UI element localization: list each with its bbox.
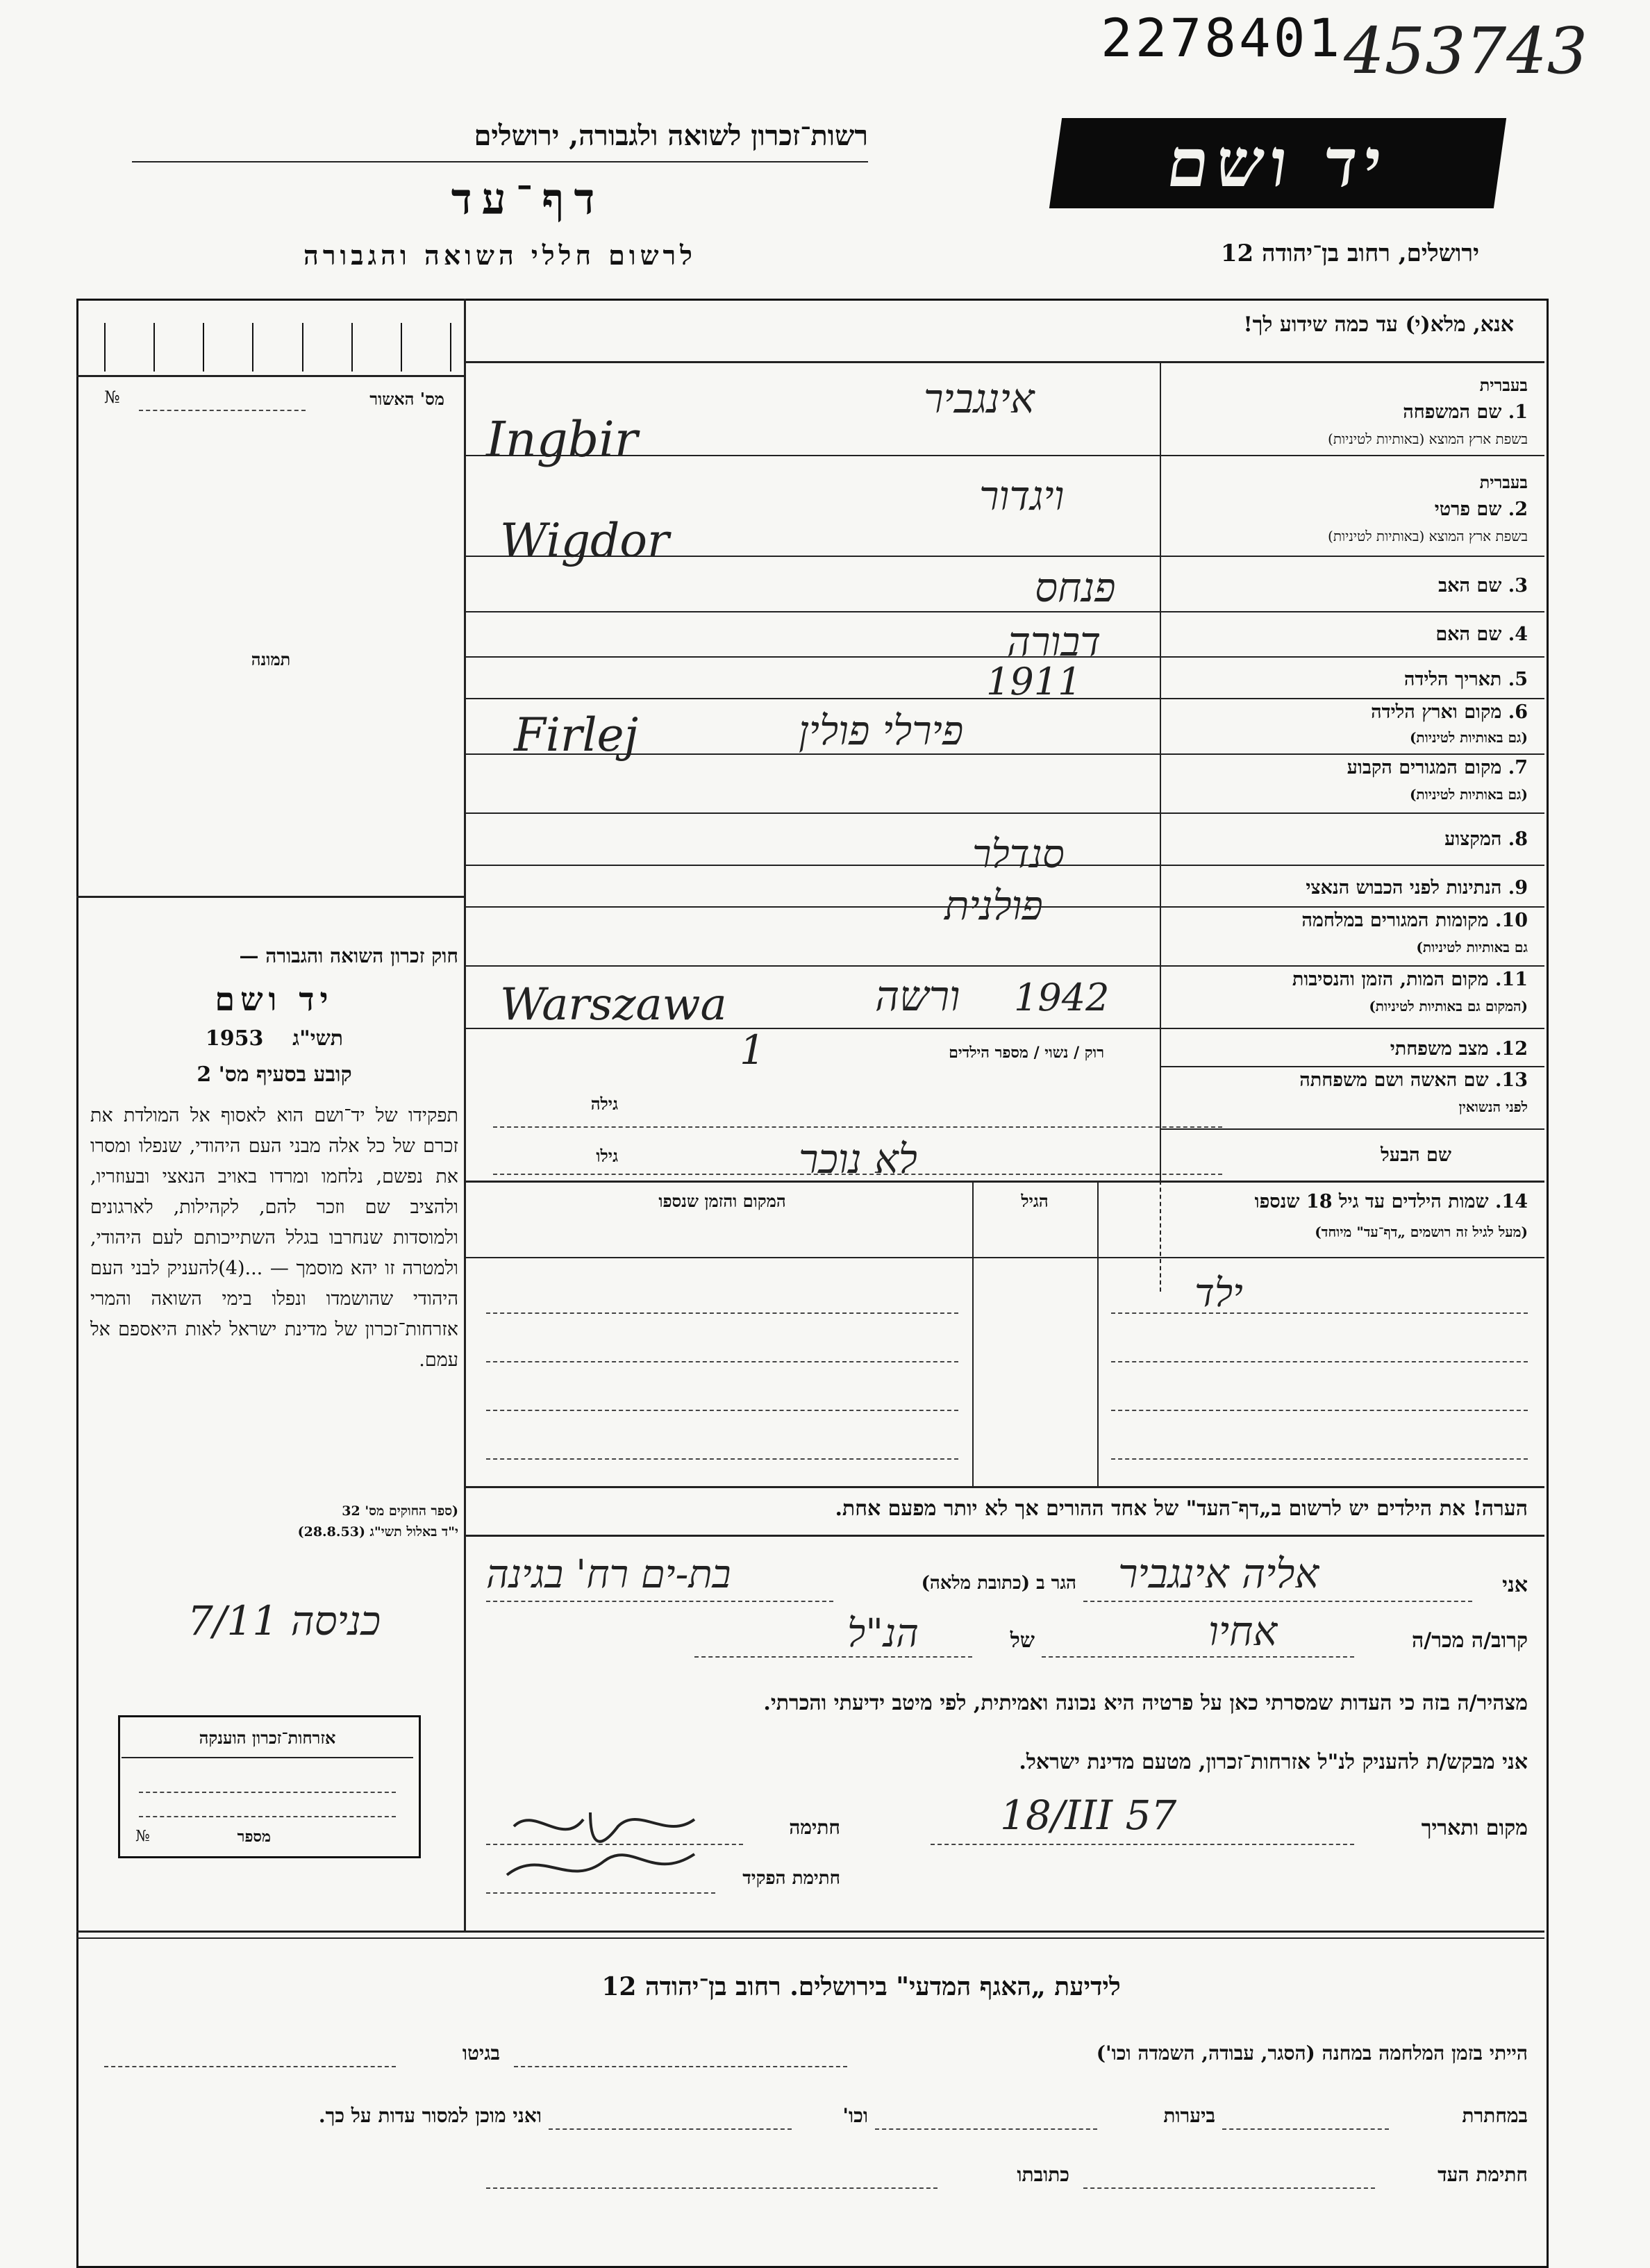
certificate-title: אזרחות־זכרון הוענקה bbox=[199, 1728, 336, 1748]
f1-value-hebrew: אינגביר bbox=[924, 375, 1035, 422]
witness-prefix: אני bbox=[1502, 1573, 1528, 1597]
underground-label: במחתרת bbox=[1462, 2104, 1528, 2127]
f5-value: 1911 bbox=[986, 660, 1082, 703]
forests-label: ביערות bbox=[1163, 2104, 1215, 2127]
f8-value: סנדלר bbox=[972, 832, 1065, 877]
note: הערה! את הילדים יש לרשום ב„דף־העד" של אחד ההורים אך לא יותר מפעם אחת. bbox=[835, 1496, 1528, 1521]
f4-value: דבורה bbox=[1007, 618, 1101, 665]
bottom-title: לידיעת „האגף המדעי" בירושלים. רחוב בן־יהודה 12 bbox=[601, 1972, 1121, 2001]
logo-text: יד ושם bbox=[1162, 124, 1394, 202]
f14-label: 14. שמות הילדים עד גיל 18 שנספו bbox=[1254, 1191, 1528, 1212]
f9-value: פולנית bbox=[944, 882, 1043, 929]
f8-label: 8. המקצוע bbox=[1444, 828, 1528, 850]
f10-label: 10. מקומות המגורים במלחמה bbox=[1301, 910, 1528, 931]
yad-vashem-logo bbox=[1049, 118, 1506, 208]
f2-value-latin: Wigdor bbox=[500, 514, 669, 567]
f1-in-hebrew: בעברית bbox=[1479, 375, 1528, 395]
f12-value: 1 bbox=[740, 1026, 765, 1074]
camp-line: הייתי בזמן המלחמה במחנה (הסגר, עבודה, השמדה וכו') bbox=[1096, 2042, 1528, 2065]
husband-age-label: גילו bbox=[596, 1146, 618, 1166]
ghetto-label: בגיטו bbox=[462, 2042, 500, 2065]
authority-name: רשות־זכרון לשואה ולגבורה, ירושלים bbox=[474, 119, 868, 152]
license-number-sign: № bbox=[104, 387, 120, 407]
law-year bbox=[90, 1026, 458, 1051]
document-number: 2278401 bbox=[1101, 7, 1343, 69]
intake-note: כניסה 7/11 bbox=[188, 1597, 381, 1644]
witness-lives-label: הגר ב (כתובת מלאה) bbox=[921, 1573, 1076, 1594]
clerk-signature-label: חתימת הפקיד bbox=[742, 1868, 840, 1889]
f11-sub: (המקום גם באותיות לטיניות) bbox=[1369, 998, 1528, 1015]
handwritten-number: 453743 bbox=[1344, 14, 1588, 88]
f6-sub: (גם באותיות לטיניות) bbox=[1409, 729, 1528, 746]
witness-address: בת-ים רח' בגינה bbox=[486, 1552, 731, 1597]
child-1: ילד bbox=[1194, 1271, 1243, 1316]
declaration: מצהיר/ה בזה כי העדות שמסרתי כאן על פרטיה היא נכונה ואמיתית, לפי מיטב ידיעתי והכרתי. bbox=[763, 1691, 1528, 1715]
husband-value: לא נוכר bbox=[799, 1135, 917, 1183]
f5-label: 5. תאריך הלידה bbox=[1403, 669, 1528, 690]
law-clause: קובע בסעיף מס' 2 bbox=[197, 1062, 352, 1087]
col-age: הגיל bbox=[1021, 1191, 1049, 1211]
f10-sub: גם באותיות לטיניות) bbox=[1416, 939, 1528, 956]
f7-sub: (גם באותיות לטיניות) bbox=[1409, 786, 1528, 803]
witness-signature bbox=[486, 1799, 750, 1896]
f11-value-hebrew: ורשה bbox=[875, 972, 960, 1021]
place-date-label: מקום ותאריך bbox=[1421, 1816, 1528, 1840]
form-title: דף־עד bbox=[451, 174, 605, 224]
f1-label: 1. שם המשפחה bbox=[1403, 401, 1528, 423]
f6-value-hebrew: פירלי פולין bbox=[799, 707, 964, 754]
etc-label: וכו' bbox=[842, 2104, 868, 2127]
f12-label: 12. מצב משפחתי bbox=[1390, 1038, 1528, 1060]
certificate-number-label: מספר bbox=[237, 1828, 271, 1846]
f11-label: 11. מקום המות, הזמן והנסיבות bbox=[1292, 969, 1528, 990]
f7-label: 7. מקום המגורים הקבוע bbox=[1347, 757, 1528, 778]
f1-sub: בשפת ארץ המוצא (באותיות לטיניות) bbox=[1328, 431, 1528, 447]
photo-label: תמונה bbox=[251, 649, 291, 669]
law-year-greg: 1953 bbox=[205, 1026, 264, 1051]
f9-label: 9. הנתינות לפני הכבוש הנאצי bbox=[1306, 877, 1528, 899]
law-name: יד ושם bbox=[215, 981, 334, 1018]
form-subtitle: לרשום חללי השואה והגבורה bbox=[303, 240, 697, 271]
f6-label: 6. מקום וארץ הלידה bbox=[1371, 701, 1528, 723]
f3-value: פנחס bbox=[1035, 564, 1116, 611]
law-ref-1: (ספר החוקים מס' 32 bbox=[342, 1503, 458, 1519]
request: אני מבקש/ת להעניק לנ"ל אזרחות־זכרון, מטעם מדינת ישראל. bbox=[1019, 1750, 1528, 1774]
witness-name: אליה אינגביר bbox=[1118, 1550, 1319, 1597]
f4-label: 4. שם האם bbox=[1435, 624, 1528, 645]
law-ref-2: י"ד באלול תשי"ג (28.8.53) bbox=[297, 1524, 458, 1540]
f13-label: 13. שם האשה ושם משפחתה bbox=[1299, 1069, 1528, 1091]
f11-value-date: 1942 bbox=[1014, 976, 1110, 1019]
witness-signature-label: חתימת העד bbox=[1438, 2163, 1528, 2186]
f2-in-hebrew: בעברית bbox=[1479, 472, 1528, 492]
f2-label: 2. שם פרטי bbox=[1434, 499, 1528, 520]
form-prompt: אנא, מלא(י) עד כמה שידוע לך! bbox=[1243, 312, 1514, 337]
wife-age-label: גילה bbox=[590, 1094, 618, 1114]
f3-label: 3. שם האב bbox=[1438, 575, 1528, 597]
f12-sub: רוק / נשוי / מספר הילדים bbox=[949, 1044, 1104, 1062]
witness-address-label: כתובתו bbox=[1017, 2163, 1069, 2186]
relative-value: אחיו bbox=[1208, 1608, 1278, 1655]
place-date-value: 18/III 57 bbox=[1000, 1792, 1177, 1839]
f6-value-latin: Firlej bbox=[514, 708, 639, 762]
col-place: המקום והזמן שנספו bbox=[658, 1191, 786, 1211]
of-label: של bbox=[1010, 1628, 1035, 1653]
f11-value-latin: Warszawa bbox=[500, 979, 727, 1031]
of-value: הנ"ל bbox=[847, 1611, 919, 1656]
f13-sub: לפני הנשואין bbox=[1458, 1099, 1528, 1115]
certificate-number-sign: № bbox=[135, 1828, 150, 1845]
license-number-label: מס' האשור bbox=[369, 389, 444, 409]
f14-sub: (מעל לגיל זה רושמים „דף־עד" מיוחד) bbox=[1315, 1224, 1528, 1240]
relative-label: קרוב/ה מכר/ה bbox=[1412, 1628, 1528, 1653]
license-boxes bbox=[104, 323, 451, 372]
f1-value-latin: Ingbir bbox=[486, 411, 638, 468]
husband-label: שם הבעל bbox=[1381, 1144, 1451, 1166]
address: ירושלים, רחוב בן־יהודה 12 bbox=[1220, 240, 1479, 267]
law-title: חוק זכרון השואה והגבורה — bbox=[239, 944, 458, 967]
testimony-offer: ואני מוכן למסור עדות על כך. bbox=[318, 2104, 542, 2127]
f2-value-hebrew: ויגדור bbox=[979, 472, 1065, 519]
signature-label: חתימה bbox=[789, 1816, 840, 1839]
f2-sub: בשפת ארץ המוצא (באותיות לטיניות) bbox=[1328, 528, 1528, 544]
law-text: תפקידו של יד־ושם הוא לאסוף אל המולדת את זכרם של כל אלה מבני העם היהודי, שנפלו ומסרו את נפשם, נלחמו ומרדו באויב הנאצי ובעוזריו, ולהציב שם וזכר להם, לקהילות, לארגונים ולמוסדות שנחרבו בגלל השתייכותם לעם היהודי, ולמטרה זו יהא מוסמך — ...(4)להעניק לבני העם היהודי שהושמדו ונפלו בימי השואה והמרי אזרחות־זכרון של מדינת ישראל לאות היאספם אל עמם. bbox=[90, 1105, 458, 1371]
law-year-heb: תשי"ג bbox=[292, 1026, 344, 1051]
